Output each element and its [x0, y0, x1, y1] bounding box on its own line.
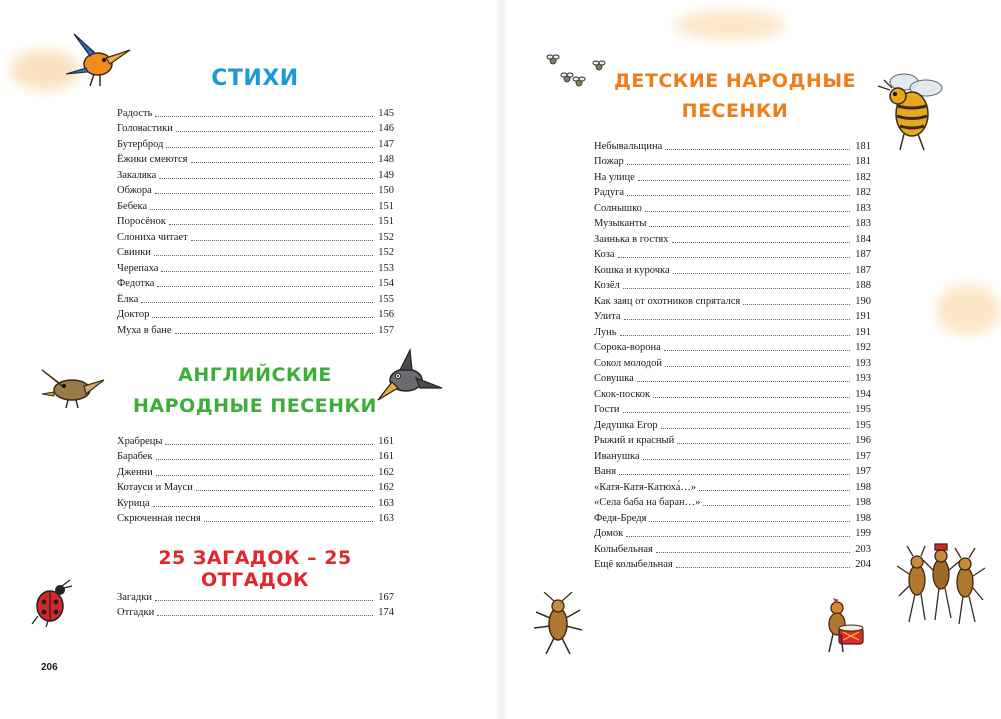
entry-page: 204: [855, 559, 871, 570]
toc-entry[interactable]: [117, 213, 394, 229]
entry-title: Кошка и курочка: [594, 264, 670, 276]
entry-page: 198: [855, 481, 871, 493]
toc-list-poems: [117, 104, 394, 337]
toc-entry[interactable]: [594, 292, 871, 308]
entry-title: Скрюченная песня: [117, 513, 201, 524]
entry-title: Дженни: [117, 466, 153, 478]
entry-page: 162: [378, 482, 394, 493]
entry-page: 155: [378, 293, 394, 305]
toc-entry[interactable]: [594, 478, 871, 494]
toc-entry[interactable]: [594, 432, 871, 448]
entry-title: «Села баба на баран…»: [594, 497, 701, 508]
entry-page: 161: [378, 451, 394, 462]
entry-title: Солнышко: [594, 202, 642, 214]
watercolor-splash: [935, 285, 1001, 335]
entry-page: 198: [855, 512, 871, 524]
entry-title: Гости: [594, 404, 620, 415]
page-number: 206: [41, 662, 58, 673]
entry-title: Колыбельная: [594, 543, 653, 555]
entry-page: 191: [855, 326, 871, 338]
toc-entry[interactable]: [594, 308, 871, 324]
entry-title: Музыканты: [594, 218, 647, 229]
entry-title: Черепаха: [117, 262, 159, 274]
toc-entry[interactable]: [117, 120, 394, 136]
entry-title: Головастики: [117, 123, 173, 134]
toc-entry[interactable]: [594, 323, 871, 339]
page-gutter: [495, 0, 509, 719]
entry-page: 174: [378, 607, 394, 618]
entry-title: Курица: [117, 497, 150, 509]
entry-page: 167: [378, 591, 394, 603]
entry-title: Лунь: [594, 326, 617, 338]
entry-page: 182: [855, 171, 871, 183]
section-title-russian-songs-line1: ДЕТСКИЕ НАРОДНЫЕ: [613, 70, 856, 92]
entry-title: Скок-поскок: [594, 388, 651, 400]
entry-page: 196: [855, 435, 871, 446]
bird-icon: [60, 28, 135, 90]
toc-entry[interactable]: [117, 321, 394, 337]
toc-list-riddles: [117, 588, 394, 619]
toc-entry[interactable]: [117, 275, 394, 291]
entry-title: Улита: [594, 311, 621, 322]
toc-entry[interactable]: [594, 556, 871, 572]
entry-page: 183: [855, 218, 871, 229]
toc-entry[interactable]: [594, 354, 871, 370]
entry-page: 195: [855, 419, 871, 431]
toc-entry[interactable]: [594, 463, 871, 479]
entry-page: 151: [378, 200, 394, 212]
entry-page: 149: [378, 169, 394, 181]
toc-entry[interactable]: [117, 228, 394, 244]
toc-entry[interactable]: [594, 137, 871, 153]
entry-page: 162: [378, 466, 394, 478]
entry-page: 148: [378, 154, 394, 165]
toc-list-russian-songs: [594, 137, 871, 571]
drummer-beetle-icon: [815, 598, 867, 654]
entry-page: 192: [855, 342, 871, 353]
entry-title: Небывальщина: [594, 140, 663, 152]
entry-page: 151: [378, 216, 394, 227]
entry-title: Барабек: [117, 451, 153, 462]
toc-entry[interactable]: [594, 401, 871, 417]
crow-icon: [372, 348, 444, 408]
toc-entry[interactable]: [117, 306, 394, 322]
section-title-english-songs-line2: НАРОДНЫЕ ПЕСЕНКИ: [133, 395, 377, 417]
toc-entry[interactable]: [594, 153, 871, 169]
toc-entry[interactable]: [117, 259, 394, 275]
entry-page: 187: [855, 264, 871, 276]
toc-entry[interactable]: [594, 339, 871, 355]
entry-page: 195: [855, 404, 871, 415]
toc-entry[interactable]: [117, 290, 394, 306]
entry-title: Загадки: [117, 591, 152, 603]
entry-page: 197: [855, 466, 871, 477]
entry-title: Заинька в гостях: [594, 233, 669, 245]
toc-entry[interactable]: [117, 166, 394, 182]
toc-entry[interactable]: [594, 540, 871, 556]
entry-page: 163: [378, 513, 394, 524]
entry-title: Доктор: [117, 309, 150, 320]
entry-page: 145: [378, 107, 394, 119]
section-title-poems: СТИХИ: [211, 66, 299, 91]
entry-title: Закаляка: [117, 169, 157, 181]
toc-entry[interactable]: [594, 168, 871, 184]
entry-title: Храбрецы: [117, 435, 163, 447]
toc-entry[interactable]: [117, 463, 394, 479]
entry-page: 203: [855, 543, 871, 555]
entry-page: 152: [378, 231, 394, 243]
toc-entry[interactable]: [117, 588, 394, 604]
entry-page: 193: [855, 373, 871, 384]
toc-entry[interactable]: [594, 447, 871, 463]
entry-title: Радуга: [594, 187, 625, 198]
toc-entry[interactable]: [594, 215, 871, 231]
entry-page: 197: [855, 450, 871, 462]
entry-title: Иванушка: [594, 450, 640, 462]
entry-page: 183: [855, 202, 871, 214]
entry-title: Ёжики смеются: [117, 154, 188, 165]
toc-entry[interactable]: [594, 509, 871, 525]
entry-title: Дедушка Егор: [594, 419, 658, 431]
entry-page: 161: [378, 435, 394, 447]
entry-title: Коза: [594, 249, 615, 260]
entry-title: Ещё колыбельная: [594, 559, 673, 570]
entry-title: Домок: [594, 528, 624, 539]
dancing-cockroaches-icon: [895, 530, 987, 628]
cockroach-icon: [528, 592, 588, 656]
entry-page: 153: [378, 262, 394, 274]
toc-entry[interactable]: [117, 604, 394, 620]
entry-title: Как заяц от охотников спрятался: [594, 295, 741, 307]
entry-page: 150: [378, 185, 394, 196]
toc-entry[interactable]: [594, 385, 871, 401]
toc-entry[interactable]: [594, 494, 871, 510]
entry-title: Свинки: [117, 247, 151, 258]
entry-page: 188: [855, 280, 871, 291]
toc-entry[interactable]: [594, 246, 871, 262]
section-title-english-songs-line1: АНГЛИЙСКИЕ: [178, 364, 332, 386]
entry-title: Ваня: [594, 466, 617, 477]
entry-page: 191: [855, 311, 871, 322]
entry-title: Федя-Бредя: [594, 512, 647, 524]
entry-page: 154: [378, 278, 394, 289]
entry-page: 146: [378, 123, 394, 134]
section-title-riddles: 25 ЗАГАДОК – 25 ОТГАДОК: [158, 547, 352, 591]
watercolor-splash: [675, 10, 785, 40]
toc-entry[interactable]: [117, 494, 394, 510]
entry-title: Слониха читает: [117, 231, 188, 243]
entry-title: Бебека: [117, 200, 148, 212]
entry-title: Ёлка: [117, 293, 139, 305]
entry-title: Федотка: [117, 278, 155, 289]
entry-page: 157: [378, 324, 394, 336]
entry-page: 147: [378, 138, 394, 150]
toc-entry[interactable]: [594, 199, 871, 215]
entry-title: Радость: [117, 107, 153, 119]
toc-entry[interactable]: [594, 261, 871, 277]
toc-entry[interactable]: [594, 184, 871, 200]
entry-page: 194: [855, 388, 871, 400]
entry-title: Совушка: [594, 373, 634, 384]
entry-title: Поросёнок: [117, 216, 166, 227]
toc-entry[interactable]: [117, 182, 394, 198]
toc-entry[interactable]: [594, 370, 871, 386]
entry-title: Бутерброд: [117, 138, 164, 150]
entry-page: 187: [855, 249, 871, 260]
toc-list-english-songs: [117, 432, 394, 525]
entry-page: 184: [855, 233, 871, 245]
toc-entry[interactable]: [117, 135, 394, 151]
entry-title: Козёл: [594, 280, 620, 291]
entry-page: 181: [855, 156, 871, 167]
entry-page: 156: [378, 309, 394, 320]
toc-entry[interactable]: [117, 244, 394, 260]
toc-entry[interactable]: [117, 510, 394, 526]
entry-title: Рыжий и красный: [594, 435, 675, 446]
entry-title: Отгадки: [117, 607, 155, 618]
toc-entry[interactable]: [117, 432, 394, 448]
entry-page: 152: [378, 247, 394, 258]
entry-page: 199: [855, 528, 871, 539]
toc-entry[interactable]: [117, 197, 394, 213]
entry-title: «Катя-Катя-Катюха́…»: [594, 481, 697, 493]
entry-title: Пожар: [594, 156, 624, 167]
entry-page: 182: [855, 187, 871, 198]
entry-page: 181: [855, 140, 871, 152]
bee-icon: [868, 66, 954, 154]
toc-entry[interactable]: [117, 151, 394, 167]
entry-title: Сокол молодой: [594, 357, 662, 369]
entry-title: Сорока-ворона: [594, 342, 661, 353]
entry-page: 190: [855, 295, 871, 307]
sparrow-icon: [38, 364, 108, 412]
entry-title: На улице: [594, 171, 635, 183]
flies-icon: [545, 52, 607, 92]
entry-title: Обжора: [117, 185, 152, 196]
toc-entry[interactable]: [117, 479, 394, 495]
toc-entry[interactable]: [117, 104, 394, 120]
section-title-russian-songs-line2: ПЕСЕНКИ: [681, 100, 789, 122]
toc-entry[interactable]: [594, 416, 871, 432]
toc-entry[interactable]: [117, 448, 394, 464]
entry-title: Котауси и Мауси: [117, 482, 193, 493]
entry-page: 193: [855, 357, 871, 369]
ladybug-icon: [26, 578, 76, 628]
toc-entry[interactable]: [594, 230, 871, 246]
toc-entry[interactable]: [594, 525, 871, 541]
toc-entry[interactable]: [594, 277, 871, 293]
entry-page: 163: [378, 497, 394, 509]
entry-page: 198: [855, 497, 871, 508]
entry-title: Муха в бане: [117, 324, 172, 336]
